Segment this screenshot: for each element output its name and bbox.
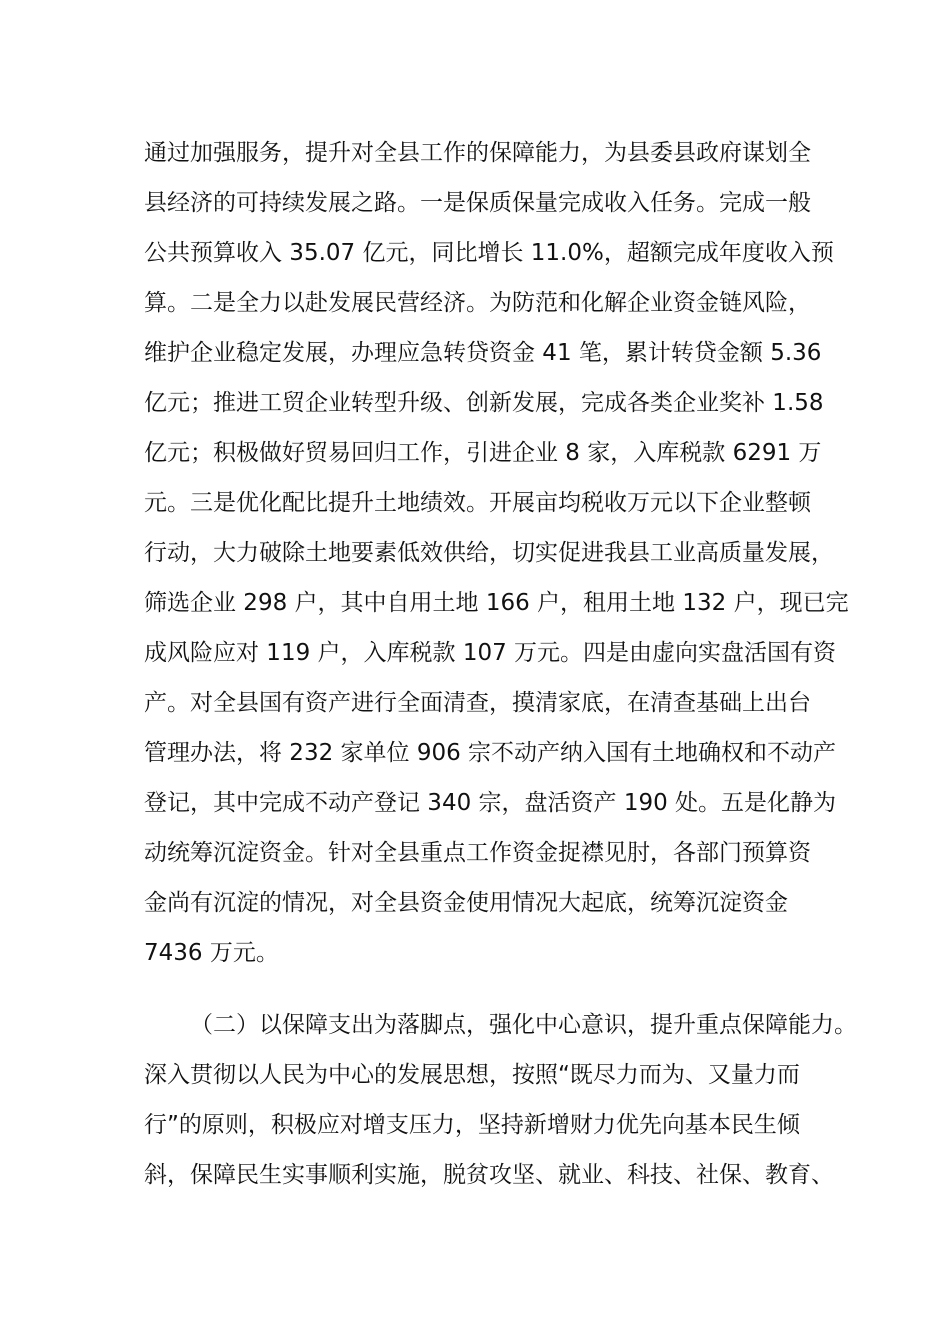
text-line: 斜，保障民生实事顺利实施，脱贫攻坚、就业、科技、社保、教育、 bbox=[144, 1162, 834, 1188]
text-line: 成风险应对 119 户，入库税款 107 万元。四是由虚向实盘活国有资 bbox=[144, 640, 837, 666]
text-line: 行”的原则，积极应对增支压力，坚持新增财力优先向基本民生倾 bbox=[144, 1112, 800, 1138]
text-line: 金尚有沉淀的情况，对全县资金使用情况大起底，统筹沉淀资金 bbox=[144, 890, 788, 916]
text-line: 亿元；推进工贸企业转型升级、创新发展，完成各类企业奖补 1.58 bbox=[144, 390, 824, 416]
paragraph-2 bbox=[144, 1000, 857, 1200]
text-line: 管理办法，将 232 家单位 906 宗不动产纳入国有土地确权和不动产 bbox=[144, 740, 837, 766]
text-line: 行动，大力破除土地要素低效供给，切实促进我县工业高质量发展， bbox=[144, 540, 834, 566]
section-heading-line: （二）以保障支出为落脚点，强化中心意识，提升重点保障能力。 bbox=[190, 1012, 857, 1038]
text-line: 产。对全县国有资产进行全面清查，摸清家底，在清查基础上出台 bbox=[144, 690, 811, 716]
text-line: 通过加强服务，提升对全县工作的保障能力，为县委县政府谋划全 bbox=[144, 140, 811, 166]
text-line: 深入贯彻以人民为中心的发展思想，按照“既尽力而为、又量力而 bbox=[144, 1062, 800, 1088]
paragraph-1 bbox=[144, 128, 849, 978]
text-line: 元。三是优化配比提升土地绩效。开展亩均税收万元以下企业整顿 bbox=[144, 490, 811, 516]
text-line: 县经济的可持续发展之路。一是保质保量完成收入任务。完成一般 bbox=[144, 190, 811, 216]
text-line: 维护企业稳定发展，办理应急转贷资金 41 笔，累计转贷金额 5.36 bbox=[144, 340, 822, 366]
text-line: 公共预算收入 35.07 亿元，同比增长 11.0%，超额完成年度收入预 bbox=[144, 240, 834, 266]
text-line: 7436 万元。 bbox=[144, 940, 279, 966]
text-line: 亿元；积极做好贸易回归工作，引进企业 8 家，入库税款 6291 万 bbox=[144, 440, 822, 466]
text-line: 登记，其中完成不动产登记 340 宗，盘活资产 190 处。五是化静为 bbox=[144, 790, 837, 816]
text-line: 筛选企业 298 户，其中自用土地 166 户，租用土地 132 户，现已完 bbox=[144, 590, 849, 616]
document-body bbox=[144, 128, 857, 1200]
text-line: 动统筹沉淀资金。针对全县重点工作资金捉襟见肘，各部门预算资 bbox=[144, 840, 811, 866]
text-line: 算。二是全力以赴发展民营经济。为防范和化解企业资金链风险， bbox=[144, 290, 811, 316]
paragraph-gap bbox=[144, 978, 844, 1000]
